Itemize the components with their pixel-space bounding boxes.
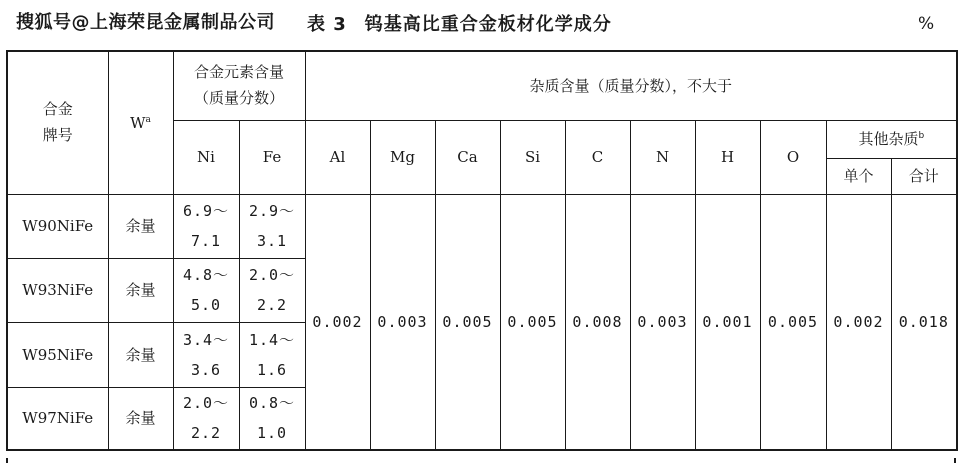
header-ca: Ca	[435, 120, 500, 194]
composition-table	[6, 50, 958, 451]
header-fe: Fe	[239, 120, 305, 194]
grade-cell: W95NiFe	[7, 322, 108, 387]
w-cell: 余量	[108, 194, 173, 258]
o-limit: 0.005	[760, 194, 826, 450]
header-w: $W^a$	[108, 51, 173, 194]
ca-limit: 0.005	[435, 194, 500, 450]
header-n: N	[630, 120, 695, 194]
unit-label: %	[918, 14, 935, 34]
mg-limit: 0.003	[370, 194, 435, 450]
c-limit: 0.008	[565, 194, 630, 450]
si-limit: 0.005	[500, 194, 565, 450]
header-al: Al	[305, 120, 370, 194]
ni-cell: 6.9～ 7.1	[173, 194, 239, 258]
ni-cell: 3.4～ 3.6	[173, 322, 239, 387]
watermark-text: 搜狐号@上海荣昆金属制品公司	[16, 12, 275, 33]
header-h: H	[695, 120, 760, 194]
single-limit: 0.002	[826, 194, 891, 450]
h-limit: 0.001	[695, 194, 760, 450]
w-cell: 余量	[108, 258, 173, 322]
fe-cell: 0.8～ 1.0	[239, 387, 305, 450]
header-mg: Mg	[370, 120, 435, 194]
ni-cell: 4.8～ 5.0	[173, 258, 239, 322]
header-single: 单个	[826, 158, 891, 194]
grade-cell: W93NiFe	[7, 258, 108, 322]
table-title: 钨基高比重合金板材化学成分	[364, 14, 612, 35]
grade-cell: W97NiFe	[7, 387, 108, 450]
grade-cell: W90NiFe	[7, 194, 108, 258]
w-cell: 余量	[108, 387, 173, 450]
header-c: C	[565, 120, 630, 194]
ni-cell: 2.0～ 2.2	[173, 387, 239, 450]
header-ni: Ni	[173, 120, 239, 194]
table-number: 表 3	[307, 14, 347, 35]
fe-cell: 1.4～ 1.6	[239, 322, 305, 387]
table-continuation	[6, 458, 956, 463]
header-o: O	[760, 120, 826, 194]
header-impurities: 杂质含量（质量分数），不大于	[305, 51, 957, 120]
header-si: Si	[500, 120, 565, 194]
header-grade: 合金牌号	[7, 51, 108, 194]
fe-cell: 2.0～ 2.2	[239, 258, 305, 322]
al-limit: 0.002	[305, 194, 370, 450]
w-cell: 余量	[108, 322, 173, 387]
table-caption	[307, 10, 612, 36]
header-alloy-elements: 合金元素含量（质量分数）	[173, 51, 305, 120]
table-row	[7, 194, 957, 258]
header-row-1	[7, 51, 957, 120]
n-limit: 0.003	[630, 194, 695, 450]
total-limit: 0.018	[891, 194, 957, 450]
header-total: 合计	[891, 158, 957, 194]
fe-cell: 2.9～ 3.1	[239, 194, 305, 258]
header-other-impurities: 其他杂质$^b$	[826, 120, 957, 158]
